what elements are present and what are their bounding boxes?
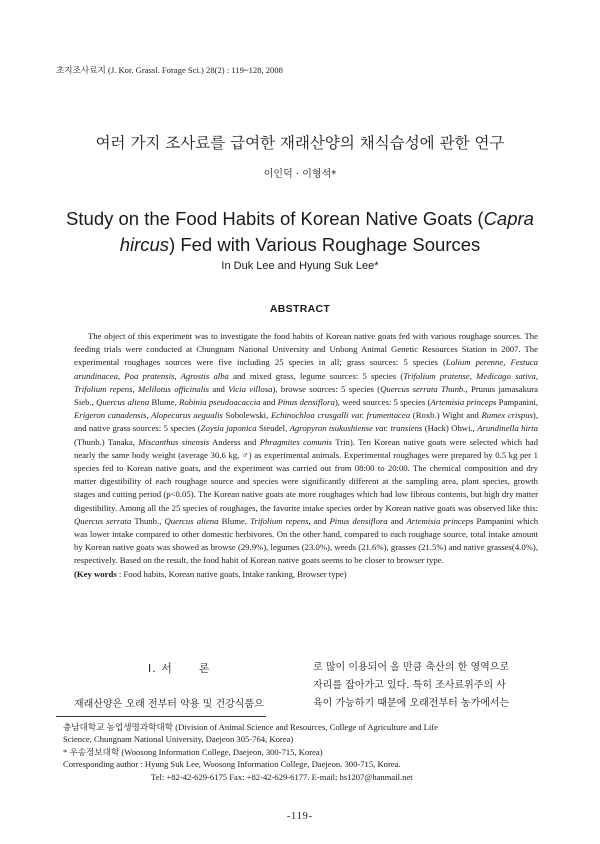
footnote-affiliation-1: 충남대학교 농업생명과학대학 (Division of Animal Science and Resources, College of Agriculture and Life xyxy=(63,722,438,732)
keywords: (Key words : Food habits, Korean native goats, Intake ranking, Browser type) xyxy=(74,568,347,579)
right-column-line: 자리를 잡아가고 있다. 특히 조사료위주의 사 xyxy=(313,680,506,691)
journal-header: 초지조사료지 (J. Kor. Grassl. Forage Sci.) 28(2) : 119~128, 2008 xyxy=(56,65,283,75)
page-number: -119- xyxy=(286,811,314,822)
footnote-affiliation-1-cont: Science, Chungnam National University, Daejeon 305-764, Korea) xyxy=(63,734,294,745)
english-title-line2: hircus) Fed with Various Roughage Sources xyxy=(119,234,481,255)
korean-authors: 이인덕 · 이형석* xyxy=(263,169,337,180)
right-column-line: 육이 가능하기 때문에 오래전부터 농가에서는 xyxy=(313,698,510,709)
section-heading-introduction: Ⅰ. 서 론 xyxy=(148,662,211,675)
english-title xyxy=(40,206,560,258)
footnotes xyxy=(63,721,543,783)
english-authors: In Duk Lee and Hyung Suk Lee* xyxy=(221,260,379,272)
right-column-text xyxy=(313,659,539,713)
right-column-line: 로 많이 이용되어 올 만큼 축산의 한 영역으로 xyxy=(313,662,510,673)
abstract-paragraph: The object of this experiment was to investigate the food habits of Korean native goats fed with various roughage sources. The feeding trials were conducted at Chungnam National University and Unbong Animal Genetic Resources Station in 2007. The experimental roughages sources were five including 25 species in all; grass sources: 5 species (Lolium perenne, Festuca arundinacea, Poa pratensis, Agrostis alba and mixed grass, legume sources: 5 species (Trifolium pratense, Medicago sativa, Trifolium repens, Melilotus officinalis and Vicia villosa), browse sources: 5 species (Quercus serrata Thunb., Prunus jamasakura Sieb., Quercus aliena Blume, Robinia pseudoacaccia and Pinus densiflora), weed sources: 5 species (Artemisia princeps Pampanini, Erigeron canadensis, Alopecurus aegualis Sobolewski, Echinochloa crusgalli var. frumentacea (Roxb.) Wight and Rumex crispus), and native grass sources: 5 species (Zoysia japonica Steudel, Agropyron tsukushiense var. transiens (Hack) Ohwi., Arundinella hirta (Thunb.) Tanaka, Miscanthus sinensis Anderss and Phragmites comunis Trin). Ten Korean native goats were selected which had nearly the same body weight (average 30.6 kg, ♂) as experimental animals. Experimental roughages were prepared by 0.5 kg per 1 species fed to Korean native goats, and the experiment was carried out from 08:00 to 20:00. The chemical composition and dry matter digestibility of each roughage source and species were significantly different at the sampling area, plant species, growth stages and cutting period (p<0.05). The Korean native goats ate more roughages which had low fibrous contents, but high dry matter digestibility. Among all the 25 species of roughages, the favorite intake species order by Korean native goats was observed like this: Quercus serrata Thunb., Quercus aliena Blume, Trifolium repens, and Pinus densiflora and Artemisia princeps Pampanini which was lower intake compared to other domestic herbivores. On the other hand, compared to each roughage source, total intake amount by Korean native goats was showed as browse (29.9%), legumes (23.0%), weeds (21.6%), grasses (21.5%) and native grasses(4.0%), respectively. Based on the result, the food habit of Korean native goats seems to be closer to browser type. xyxy=(74,331,539,566)
footnote-corresponding-author: Corresponding author : Hyung Suk Lee, Woosong Information College, Daejeon. 300-715, Korea. xyxy=(63,759,401,770)
korean-title: 여러 가지 조사료를 급여한 재래산양의 채식습성에 관한 연구 xyxy=(95,134,505,152)
abstract-body xyxy=(74,330,538,581)
english-title-line1: Study on the Food Habits of Korean Native Goats (Capra xyxy=(66,208,534,229)
footnote-contact: Tel: +82-42-629-6175 Fax: +82-42-629-6177. E-mail; hs1207@hanmail.net xyxy=(151,771,413,782)
footnote-divider xyxy=(56,716,266,717)
footnote-affiliation-2: * 우송정보대학 (Woosong Information College, Daejeon, 300-715, Korea) xyxy=(63,746,323,757)
left-column-text: 재래산양은 오래 전부터 약용 및 건강식품으 xyxy=(74,699,264,710)
abstract-heading: ABSTRACT xyxy=(269,303,331,315)
